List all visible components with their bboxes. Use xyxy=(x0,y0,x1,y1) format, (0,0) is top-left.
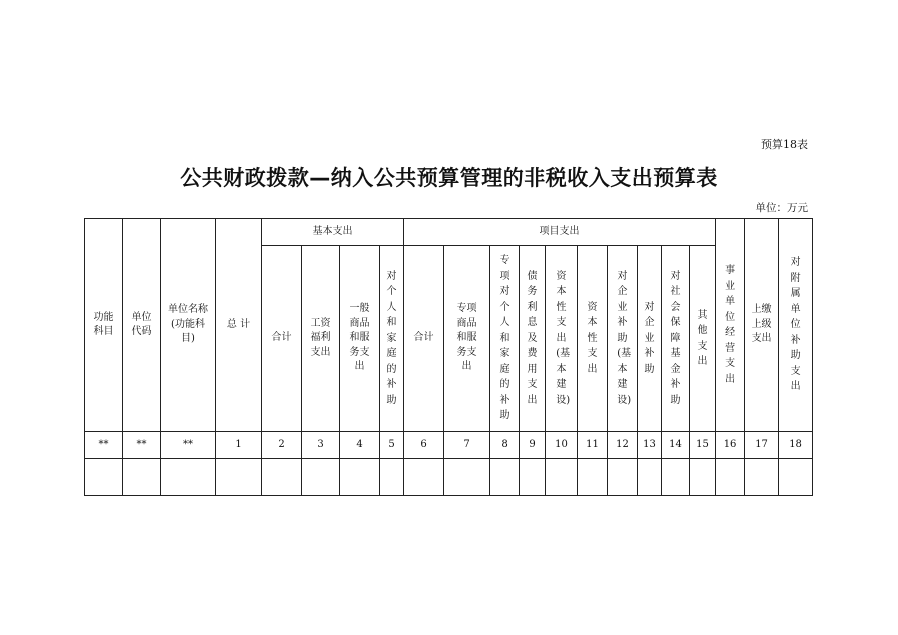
number-row xyxy=(85,432,813,459)
number-cell: 4 xyxy=(340,432,380,459)
number-cell: 10 xyxy=(546,432,578,459)
header-enterprise: 对企业补助 xyxy=(638,246,662,432)
empty-cell xyxy=(690,459,716,496)
number-cell: 5 xyxy=(380,432,404,459)
empty-cell xyxy=(216,459,262,496)
number-cell: ** xyxy=(161,432,216,459)
header-project-total: 合计 xyxy=(404,246,444,432)
header-enterprise-basic: 对企业补助(基本建设) xyxy=(608,246,638,432)
empty-cell xyxy=(85,459,123,496)
data-row-empty xyxy=(85,459,813,496)
header-capital-basic: 资本性支出(基本建设) xyxy=(546,246,578,432)
header-upper-paid: 上缴上级支出 xyxy=(745,219,779,432)
empty-cell xyxy=(340,459,380,496)
form-number: 预算18表 xyxy=(761,138,808,151)
page-title: 公共财政拨款—纳入公共预算管理的非税收入支出预算表 xyxy=(180,166,718,190)
empty-cell xyxy=(490,459,520,496)
header-other: 其他支出 xyxy=(690,246,716,432)
empty-cell xyxy=(520,459,546,496)
header-social-security: 对社会保障基金补助 xyxy=(662,246,690,432)
header-total: 总 计 xyxy=(216,219,262,432)
number-cell: 12 xyxy=(608,432,638,459)
empty-cell xyxy=(662,459,690,496)
number-cell: 3 xyxy=(302,432,340,459)
number-cell: 9 xyxy=(520,432,546,459)
empty-cell xyxy=(608,459,638,496)
header-affiliated: 对附属单位补助支出 xyxy=(779,219,813,432)
number-cell: ** xyxy=(85,432,123,459)
number-cell: 11 xyxy=(578,432,608,459)
empty-cell xyxy=(404,459,444,496)
header-basic-household: 对个人和家庭的补助 xyxy=(380,246,404,432)
empty-cell xyxy=(444,459,490,496)
number-cell: 16 xyxy=(716,432,745,459)
number-cell: 17 xyxy=(745,432,779,459)
header-unit-name: 单位名称(功能科目) xyxy=(161,219,216,432)
empty-cell xyxy=(546,459,578,496)
number-cell: 8 xyxy=(490,432,520,459)
header-basic-group: 基本支出 xyxy=(262,219,404,246)
empty-cell xyxy=(302,459,340,496)
number-cell: 18 xyxy=(779,432,813,459)
empty-cell xyxy=(745,459,779,496)
header-wages: 工资福利支出 xyxy=(302,246,340,432)
empty-cell xyxy=(161,459,216,496)
header-capital: 资本性支出 xyxy=(578,246,608,432)
header-general-goods: 一般商品和服务支出 xyxy=(340,246,380,432)
header-debt-interest: 债务利息及费用支出 xyxy=(520,246,546,432)
empty-cell xyxy=(779,459,813,496)
number-cell: 1 xyxy=(216,432,262,459)
header-func-subject: 功能科目 xyxy=(85,219,123,432)
empty-cell xyxy=(638,459,662,496)
header-row-groups xyxy=(85,219,813,246)
unit-label: 单位：万元 xyxy=(755,202,808,214)
number-cell: 2 xyxy=(262,432,302,459)
number-cell: ** xyxy=(123,432,161,459)
header-unit-code: 单位代码 xyxy=(123,219,161,432)
empty-cell xyxy=(380,459,404,496)
number-cell: 13 xyxy=(638,432,662,459)
empty-cell xyxy=(262,459,302,496)
header-special-household: 专项对个人和家庭的补助 xyxy=(490,246,520,432)
empty-cell xyxy=(123,459,161,496)
empty-cell xyxy=(716,459,745,496)
empty-cell xyxy=(578,459,608,496)
number-cell: 6 xyxy=(404,432,444,459)
header-special-goods: 专项商品和服务支出 xyxy=(444,246,490,432)
header-basic-total: 合计 xyxy=(262,246,302,432)
number-cell: 14 xyxy=(662,432,690,459)
header-project-group: 项目支出 xyxy=(404,219,716,246)
number-cell: 7 xyxy=(444,432,490,459)
number-cell: 15 xyxy=(690,432,716,459)
budget-table xyxy=(84,218,813,496)
header-institution: 事业单位经营支出 xyxy=(716,219,745,432)
